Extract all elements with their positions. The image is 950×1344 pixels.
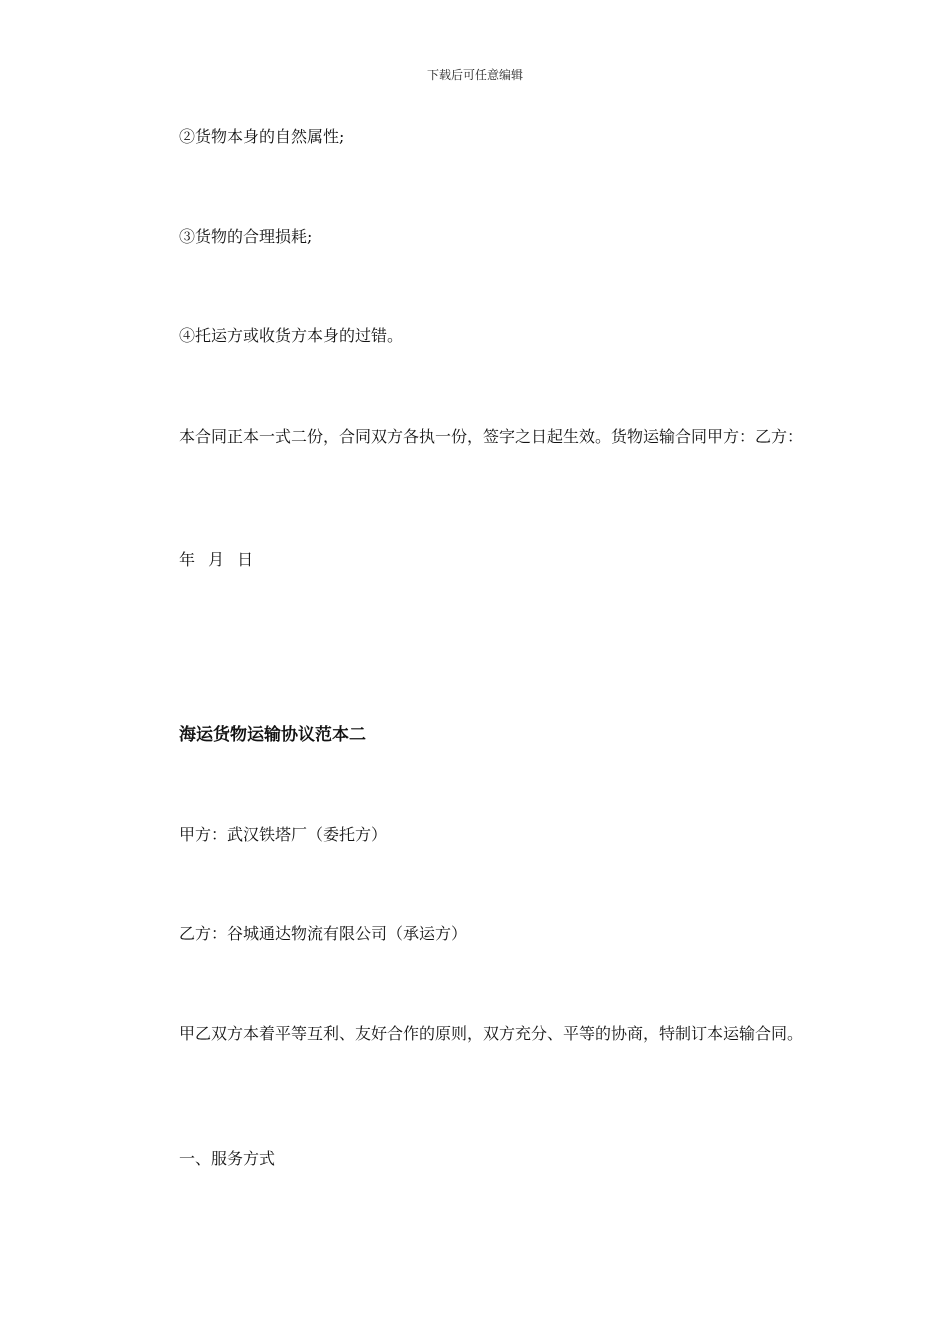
party-a: 甲方：武汉铁塔厂（委托方） <box>179 825 388 844</box>
clause-natural-attribute: ②货物本身的自然属性; <box>179 127 345 146</box>
contract-effect-paragraph: 本合同正本一式二份，合同双方各执一份，签字之日起生效。货物运输合同甲方：乙方： <box>179 427 804 446</box>
section-title: 海运货物运输协议范本二 <box>179 725 366 745</box>
agreement-intro-paragraph: 甲乙双方本着平等互利、友好合作的原则，双方充分、平等的协商，特制订本运输合同。 <box>179 1024 804 1043</box>
date-line: 年 月 日 <box>179 550 254 569</box>
service-method-heading: 一、服务方式 <box>179 1149 276 1168</box>
page-header: 下载后可任意编辑 <box>426 68 523 82</box>
clause-party-fault: ④托运方或收货方本身的过错。 <box>179 326 404 345</box>
party-b: 乙方：谷城通达物流有限公司（承运方） <box>179 924 468 943</box>
clause-reasonable-loss: ③货物的合理损耗; <box>179 227 313 246</box>
